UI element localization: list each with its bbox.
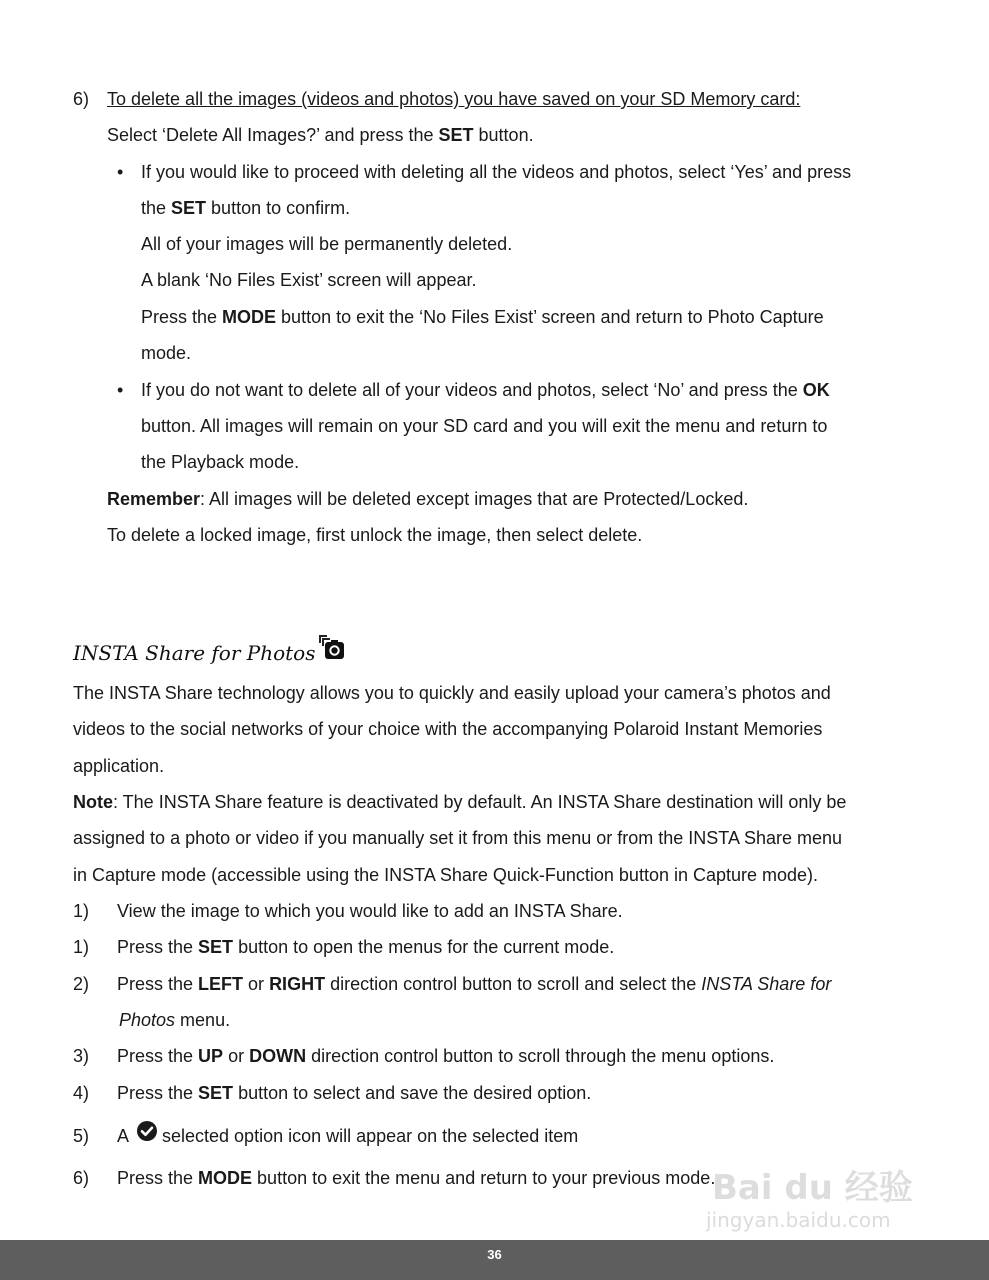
menu-name: INSTA Share for [701, 974, 832, 994]
mode-keyword: MODE [222, 307, 277, 327]
step-number: 3) [73, 1046, 90, 1066]
text: button to confirm. [206, 198, 351, 218]
text: : The INSTA Share feature is deactivated by default. An INSTA Share destination will only be [113, 792, 847, 812]
menu-name: Photos [119, 1010, 176, 1030]
item-heading: To delete all the images (videos and photos) you have saved on your SD Memory card: [107, 89, 801, 109]
intro-line3: application. [73, 756, 165, 776]
step-number: 5) [73, 1126, 90, 1146]
text: Press the [117, 1046, 199, 1066]
insta-share-photo-icon [316, 632, 346, 667]
text: Select ‘Delete All Images?’ and press the [107, 125, 439, 145]
intro-line2: videos to the social networks of your choice with the accompanying Polaroid Instant Memories [73, 719, 823, 739]
step-number: 1) [73, 937, 90, 957]
bullet-yes-line1: If you would like to proceed with deleting all the videos and photos, select ‘Yes’ and press [141, 162, 852, 182]
note-line2: assigned to a photo or video if you manually set it from this menu or from the INSTA Share menu [73, 828, 843, 848]
up-keyword: UP [198, 1046, 224, 1066]
set-keyword: SET [171, 198, 207, 218]
text: A [117, 1126, 130, 1146]
down-keyword: DOWN [249, 1046, 307, 1066]
bullet-yes-line3: All of your images will be permanently deleted. [141, 234, 513, 254]
bullet-no-line2: button. All images will remain on your SD card and you will exit the menu and return to [141, 416, 828, 436]
text: menu. [175, 1010, 231, 1030]
step-text-continued [119, 1009, 230, 1031]
step-number: 6) [73, 1168, 90, 1188]
watermark-url: jingyan.baidu.com [706, 1208, 891, 1232]
set-keyword: SET [438, 125, 474, 145]
bullet-yes-line6: mode. [141, 343, 192, 363]
section-heading: INSTA Share for Photos [73, 641, 316, 665]
bullet: • [117, 162, 124, 182]
bullet-yes-line5 [141, 306, 824, 328]
text: direction control button to scroll through the menu options. [306, 1046, 775, 1066]
text: or [223, 1046, 250, 1066]
step-text [117, 1082, 591, 1104]
step-text [117, 1125, 129, 1147]
step-number: 1) [73, 901, 90, 921]
bullet-no-line1 [141, 379, 830, 401]
bullet-no-line3: the Playback mode. [141, 452, 300, 472]
step-text [117, 1045, 774, 1067]
text: Press the [117, 1083, 199, 1103]
text: Press the [141, 307, 223, 327]
bullet: • [117, 380, 124, 400]
mode-keyword: MODE [198, 1168, 253, 1188]
remember-note [107, 488, 748, 510]
bullet-yes-line4: A blank ‘No Files Exist’ screen will appear. [141, 270, 477, 290]
step-text [117, 936, 614, 958]
select-instruction [107, 124, 534, 146]
remember-label: Remember [107, 489, 201, 509]
item-number: 6) [73, 89, 90, 109]
text: button. [473, 125, 534, 145]
text: the [141, 198, 172, 218]
text: Press the [117, 974, 199, 994]
locked-note: To delete a locked image, first unlock the image, then select delete. [107, 525, 643, 545]
bullet-yes-line2 [141, 197, 350, 219]
text: button to exit the ‘No Files Exist’ screen and return to Photo Capture [276, 307, 824, 327]
right-keyword: RIGHT [269, 974, 326, 994]
step-text-after-icon: selected option icon will appear on the selected item [162, 1126, 579, 1146]
note-label: Note [73, 792, 113, 812]
ok-keyword: OK [802, 380, 830, 400]
note-line3: in Capture mode (accessible using the INSTA Share Quick-Function button in Capture mode). [73, 865, 819, 885]
note-line1 [73, 791, 846, 813]
step-number: 4) [73, 1083, 90, 1103]
step-text [117, 973, 831, 995]
text: button to select and save the desired option. [233, 1083, 592, 1103]
page-number: 36 [487, 1247, 502, 1262]
intro-line1: The INSTA Share technology allows you to quickly and easily upload your camera’s photos and [73, 683, 831, 703]
text: button to exit the menu and return to your previous mode. [252, 1168, 716, 1188]
text: direction control button to scroll and select the [325, 974, 702, 994]
text: or [243, 974, 270, 994]
step-number: 2) [73, 974, 90, 994]
step-text: View the image to which you would like to add an INSTA Share. [117, 901, 623, 921]
page-footer [0, 1240, 989, 1280]
set-keyword: SET [198, 937, 234, 957]
text: Press the [117, 937, 199, 957]
watermark-brand: Bai du 经验 [712, 1168, 913, 1208]
left-keyword: LEFT [198, 974, 244, 994]
text: Press the [117, 1168, 199, 1188]
step-text [117, 1167, 715, 1189]
checkmark-circle-icon [136, 1120, 158, 1147]
text: button to open the menus for the current mode. [233, 937, 615, 957]
text: : All images will be deleted except images that are Protected/Locked. [200, 489, 749, 509]
text: If you do not want to delete all of your videos and photos, select ‘No’ and press the [141, 380, 803, 400]
set-keyword: SET [198, 1083, 234, 1103]
